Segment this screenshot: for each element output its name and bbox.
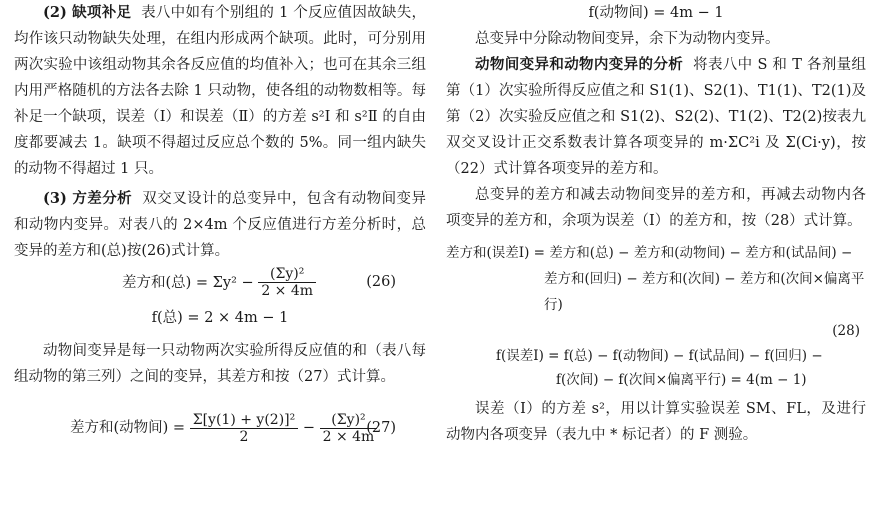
f-error-line-1: f(误差Ⅰ) = f(总) − f(动物间) − f(试品间) − f(回归) −	[496, 348, 823, 364]
eq27-fraction-2: $\frac{\text{(Σy)²}}{2 \times 4m}$	[320, 412, 378, 445]
between-animals-paragraph: 动物间变异是每一只动物两次实验所得反应值的和（表八每组动物的第三列）之间的变异，其差方和按（27）式计算。	[14, 343, 426, 385]
eq26-fraction: $\frac{\text{(Σy)²}}{2 \times 4m}$	[258, 266, 316, 299]
error-variance-paragraph: 误差（Ⅰ）的方差 s²，用以计算实验误差 SM、FL，及进行动物内各项变异（表九中 * 标记者）的 F 测验。	[446, 401, 866, 443]
equation-28	[446, 240, 866, 344]
eq27-lhs: 差方和(动物间) =	[70, 420, 186, 436]
variance-analysis-paragraph: 动物间变异和动物内变异的分析 将表八中 S 和 T 各剂量组第（1）次实验所得反应值之和 S1(1)、S2(1)、T1(1)、T2(1)及第（2）次实验反应值之和 S1(2)、S2(2)、T1(2)、T2(2)按表九双交叉设计正交系数表计算各项变异的 m·ΣC²i 及 Σ(Ci·y)，按（22）式计算各项变异的差方和。	[446, 56, 867, 177]
eq28-number: (28)	[832, 323, 860, 339]
f-error-equation	[446, 344, 866, 392]
equation-26	[14, 266, 426, 298]
eq27-number: (27)	[366, 420, 396, 436]
f-total: f(总) = 2 × 4m − 1	[151, 310, 289, 326]
anova-text: 双交叉设计的总变异中，包含有动物间变异和动物内变异。对表八的 2×4m 个反应值进行方差分析时，总变异的差方和(总)按(26)式计算。	[14, 191, 427, 259]
left-column	[14, 0, 426, 448]
eq28-line-2: 差方和(回归) − 差方和(次间) − 差方和(次间×偏离平行)	[544, 271, 865, 313]
missing-items-text: 表八中如有个别组的 1 个反应值因故缺失，均作该只动物缺失处理，在组内形成两个缺项。此时，可分别用两次实验中该组动物其余各反应值的均值补入；也可在其余三组内用严格随机的方法各去除 1 只动物，使各组的动物数相等。每补足一个缺项，误差（Ⅰ）和误差（Ⅱ）的方差 s²Ⅰ 和 s²Ⅱ 的自由度都要减去 1。缺项不得超过反应总个数的 5%。同一组内缺失的动物不得超过 1 只。	[14, 5, 426, 177]
anova-paragraph	[14, 186, 426, 264]
eq27-fraction-1: $\frac{\text{Σ[y(1) + y(2)]²}}{2}$	[190, 412, 299, 445]
error-paragraph: 总变异的差方和减去动物间变异的差方和，再减去动物内各项变异的差方和，余项为误差（Ⅰ）的差方和，按（28）式计算。	[446, 187, 866, 229]
f-between-animals: f(动物间) = 4m − 1	[588, 5, 724, 21]
anova-title: (3) 方差分析	[43, 190, 133, 207]
variance-analysis-title: 动物间变异和动物内变异的分析	[475, 56, 684, 73]
missing-items-title: (2) 缺项补足	[43, 4, 132, 21]
f-error-line-2: f(次间) − f(次间×偏离平行) = 4(m − 1)	[556, 372, 807, 388]
within-animals-paragraph: 总变异中分除动物间变异，余下为动物内变异。	[475, 31, 780, 47]
eq28-line-1: 差方和(误差Ⅰ) = 差方和(总) − 差方和(动物间) − 差方和(试品间) −	[446, 245, 853, 261]
eq26-lhs: 差方和(总) = Σy² −	[122, 274, 254, 291]
equation-27: 差方和(动物间) = $\frac{\text{Σ[y(1) + y(2)]²}}{2}$ − $\frac{\text{(Σy)²}}{2 \times 4m}$ (27)	[14, 408, 426, 448]
eq26-number: (26)	[366, 274, 396, 290]
right-column	[446, 0, 866, 448]
missing-items-paragraph	[14, 0, 426, 182]
